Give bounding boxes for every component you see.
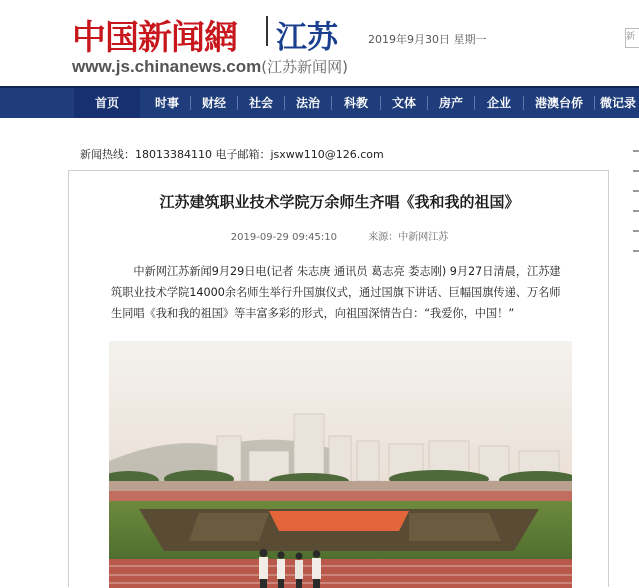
article-source: 来源：中新网江苏 [368,232,449,243]
flag-ceremony-photo [109,341,572,588]
article-body [111,261,571,324]
nav-divider [474,96,475,110]
article-paragraph: 中新网江苏新闻9月29日电(记者 朱志庚 通讯员 葛志亮 娄志刚) 9月27日清晨，江苏建筑职业技术学院14000余名师生举行升国旗仪式，通过国旗下讲话、巨幅国旗传递、万名师生同唱《我和我的祖国》等丰富多彩的形式，向祖国深情告白：“我爱你，中国！” [111,265,561,320]
side-scroll-marks [630,150,639,587]
nav-divider [427,96,428,110]
nav-item-enterprise[interactable]: 企业 [486,96,511,110]
nav-divider [380,96,381,110]
site-url[interactable] [72,56,348,77]
site-url-subtitle: (江苏新闻网) [261,58,348,76]
nav-item-culture-sports[interactable]: 文体 [391,96,416,110]
nav-divider [284,96,285,110]
nav-divider [331,96,332,110]
nav-divider [190,96,191,110]
nav-item-finance[interactable]: 财经 [201,96,226,110]
weibo-icon[interactable]: 新 [625,28,639,48]
article-title: 江苏建筑职业技术学院万余师生齐唱《我和我的祖国》 [159,193,520,211]
nav-item-society[interactable]: 社会 [248,96,273,110]
nav-item-hk-macao-taiwan[interactable]: 港澳台侨 [534,96,583,110]
region-title[interactable]: 江苏 [276,20,338,56]
logo-divider [266,16,268,46]
main-nav [0,86,639,118]
nav-item-current-affairs[interactable]: 时事 [154,96,179,110]
current-date: 2019年9月30日 星期一 [368,33,487,46]
nav-item-home[interactable]: 首页 [74,88,140,118]
nav-divider [594,96,595,110]
nav-item-micro-record[interactable]: 微记录 [600,96,637,110]
nav-item-education[interactable]: 科教 [343,96,368,110]
nav-item-real-estate[interactable]: 房产 [438,96,463,110]
publish-time: 2019-09-29 09:45:10 [230,232,338,243]
article-meta [69,228,610,243]
nav-divider [237,96,238,110]
site-url-text[interactable]: www.js.chinanews.com [72,57,262,76]
site-logo[interactable]: 中国新闻網 [72,18,237,58]
news-hotline: 新闻热线：18013384110 电子邮箱：jsxww110@126.com [80,148,384,161]
article-panel [68,170,609,587]
nav-divider [523,96,524,110]
nav-item-law[interactable]: 法治 [295,96,320,110]
site-header [0,0,639,86]
article-photo [109,341,572,588]
